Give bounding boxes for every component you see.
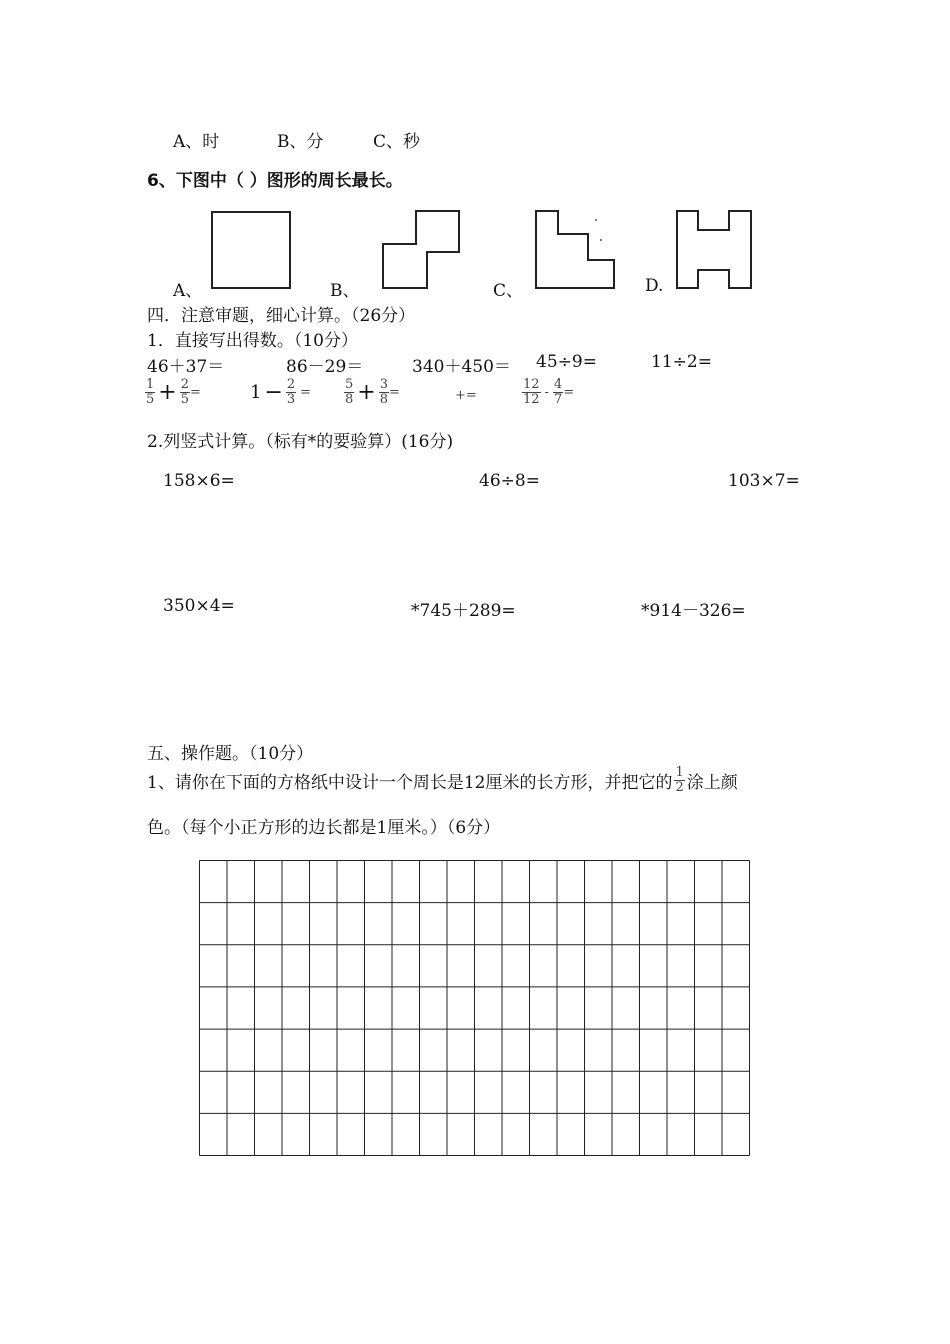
operation-question-1-line2: 色。（每个小正方形的边长都是1厘米。）（6分） — [147, 818, 501, 838]
subquestion-1-title: 1．直接写出得数。（10分） — [147, 331, 358, 351]
grid-paper[interactable] — [199, 860, 750, 1156]
option-a: A、时 — [173, 132, 220, 152]
calc-item: 11÷2= — [651, 352, 712, 372]
vertical-calc-item: 158×6= — [163, 471, 235, 491]
option-b: B、分 — [277, 132, 324, 152]
shape-label-c: C、 — [493, 281, 524, 301]
vertical-calc-item: *745＋289= — [411, 601, 516, 621]
calc-item: 46＋37＝ — [147, 357, 225, 377]
shape-b-staircase — [380, 208, 466, 292]
vertical-calc-item: 46÷8= — [479, 471, 540, 491]
section-4-title: 四．注意审题，细心计算。（26分） — [147, 306, 416, 326]
subquestion-2-title: 2.列竖式计算。（标有*的要验算）(16分) — [147, 432, 454, 452]
shape-label-a: A、 — [173, 281, 203, 301]
fraction-item-5: $\frac{12}{12}$ - $\frac{4}{7}$ = — [523, 377, 575, 407]
shape-a-square — [208, 208, 294, 292]
fraction-item-2: 1 − $\frac{2}{3}$ = — [250, 377, 312, 407]
shape-c-l-shape — [533, 208, 619, 292]
calc-item: 45÷9= — [536, 352, 597, 372]
option-c: C、秒 — [373, 132, 421, 152]
fraction-item-1: $\frac{1}{5}$ + $\frac{2}{5}$ = — [146, 377, 201, 407]
question-6-title: 6、下图中（ ）图形的周长最长。 — [147, 171, 403, 191]
vertical-calc-item: *914－326= — [641, 601, 746, 621]
fraction-item-3: $\frac{5}{8}$ + $\frac{3}{8}$ = — [345, 377, 400, 407]
vertical-calc-item: 103×7= — [728, 471, 800, 491]
fraction-item-4: += — [455, 388, 477, 403]
shape-label-d: D. — [645, 276, 664, 296]
vertical-calc-item: 350×4= — [163, 596, 235, 616]
calc-item: 86－29＝ — [286, 357, 364, 377]
shape-label-b: B、 — [330, 281, 360, 301]
section-5-title: 五、操作题。（10分） — [147, 744, 314, 764]
calc-item: 340＋450＝ — [412, 357, 511, 377]
shape-d-h-shape — [674, 208, 758, 292]
operation-question-1: 1、请你在下面的方格纸中设计一个周长是12厘米的长方形，并把它的 $\frac{1}{2}$ 涂上颜 — [147, 765, 738, 795]
